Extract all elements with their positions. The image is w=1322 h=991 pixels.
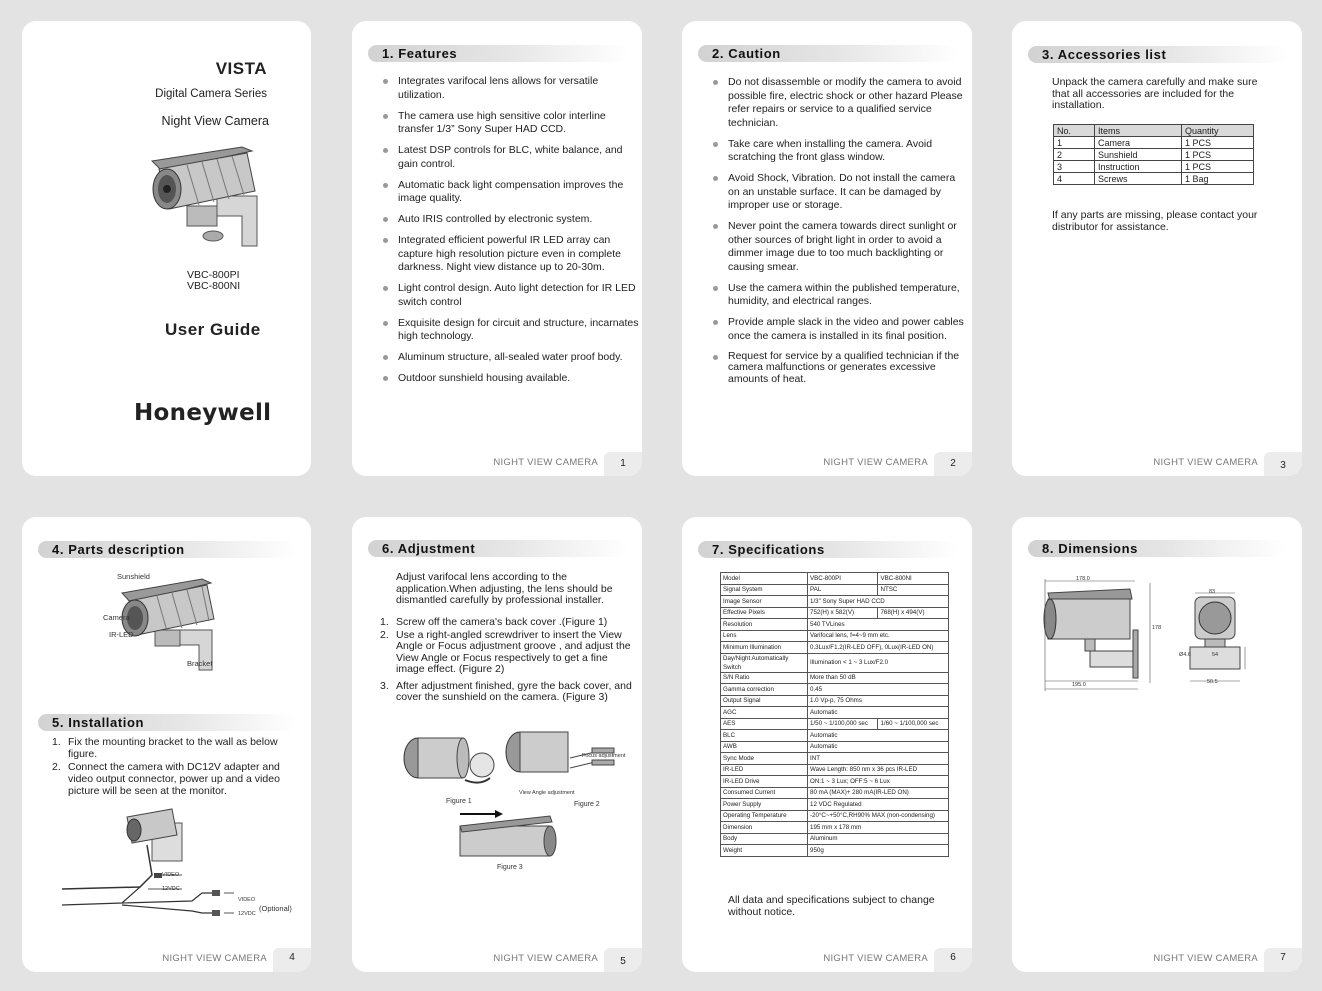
spec-value: 950g	[808, 845, 949, 857]
spec-value: 195 mm x 178 mm	[808, 822, 949, 834]
features-page	[352, 21, 642, 476]
installation-wiring-diagram	[52, 805, 302, 935]
step-text: Connect the camera with DC12V adapter and video output connector, power up and a video picture will be seen at the monitor.	[68, 761, 280, 797]
footer-label: NIGHT VIEW CAMERA	[823, 457, 928, 468]
table-row	[721, 845, 949, 857]
parts-label-bracket: Bracket	[187, 659, 213, 668]
dim-label: 50.5	[1207, 679, 1218, 685]
page-footer	[682, 452, 972, 476]
cover-model2: VBC-800NI	[187, 280, 241, 292]
spec-label: Model	[721, 573, 808, 585]
table-row	[721, 833, 949, 845]
table-row	[721, 822, 949, 834]
features-title: 1. Features	[382, 46, 458, 61]
spec-label: S/N Ratio	[721, 672, 808, 684]
footer-label: NIGHT VIEW CAMERA	[493, 953, 598, 964]
list-item	[380, 681, 635, 704]
dim-label: 195.0	[1072, 682, 1086, 688]
footer-label: NIGHT VIEW CAMERA	[823, 953, 928, 964]
cover-series: Digital Camera Series	[155, 88, 267, 100]
spec-value: 1/3" Sony Super HAD CCD	[808, 596, 949, 608]
section-header	[38, 714, 298, 731]
spec-value: NTSC	[878, 584, 949, 596]
table-row	[721, 684, 949, 696]
spec-label: AES	[721, 718, 808, 730]
dim-label: 178	[1152, 625, 1162, 631]
step-number: 3.	[380, 679, 389, 692]
cover-camera-illustration	[147, 141, 277, 251]
page-footer	[1012, 948, 1302, 972]
list-item: Aluminum structure, all-sealed water proof body.	[382, 351, 640, 365]
figure1-caption: Figure 1	[446, 798, 472, 805]
wire-label-optional: (Optional)	[259, 904, 292, 913]
features-list	[382, 75, 640, 393]
cover-guide: User Guide	[165, 320, 261, 339]
step-text: After adjustment finished, gyre the back cover, and cover the sunshield on the camera. (Figure 3)	[396, 679, 632, 703]
specs-table	[720, 572, 949, 857]
accessories-intro: Unpack the camera carefully and make sure that all accessories are included for the installation.	[1052, 76, 1258, 111]
caution-list	[712, 76, 968, 393]
spec-label: IR-LED	[721, 764, 808, 776]
spec-label: AGC	[721, 707, 808, 719]
table-row	[1054, 161, 1254, 173]
table-row	[721, 776, 949, 788]
accessories-page	[1012, 21, 1302, 476]
table-row	[721, 672, 949, 684]
adjustment-page	[352, 517, 642, 972]
dim-label: 83	[1209, 589, 1216, 595]
parts-installation-page	[22, 517, 311, 972]
list-item	[52, 761, 292, 797]
table-row	[721, 718, 949, 730]
page-number: 5	[604, 948, 642, 972]
table-cell: Instruction	[1095, 161, 1182, 173]
footer-label: NIGHT VIEW CAMERA	[162, 953, 267, 964]
list-item: Automatic back light compensation improves the image quality.	[382, 179, 640, 206]
table-row	[721, 642, 949, 654]
table-row	[721, 764, 949, 776]
spec-label: Power Supply	[721, 799, 808, 811]
page-footer	[352, 948, 642, 972]
cover-page	[22, 21, 311, 476]
specs-title: 7. Specifications	[712, 542, 825, 557]
spec-label: Operating Temperature	[721, 810, 808, 822]
table-row	[721, 707, 949, 719]
parts-label-sunshield: Sunshield	[117, 572, 150, 581]
spec-value: More than 50 dB	[808, 672, 949, 684]
spec-label: Signal System	[721, 584, 808, 596]
spec-value: -20°C~+50°C,RH90% MAX (non-condensing)	[808, 810, 949, 822]
table-row	[1054, 149, 1254, 161]
spec-label: Image Sensor	[721, 596, 808, 608]
table-cell: 1 PCS	[1182, 161, 1254, 173]
spec-value: 540 TVLines	[808, 619, 949, 631]
spec-label: Sync Mode	[721, 753, 808, 765]
page-footer	[1012, 452, 1302, 476]
spec-label: Weight	[721, 845, 808, 857]
spec-value: 0.3Lux/F1.2(IR-LED OFF), 0Lux(IR-LED ON)	[808, 642, 949, 654]
table-row	[721, 619, 949, 631]
table-row	[721, 630, 949, 642]
accessories-table	[1053, 124, 1254, 185]
table-header: Quantity	[1182, 125, 1254, 137]
label-view-angle: View Angle adjustment	[519, 790, 575, 796]
list-item: Outdoor sunshield housing available.	[382, 372, 640, 386]
page-number: 7	[1264, 948, 1302, 972]
list-item: Auto IRIS controlled by electronic system.	[382, 213, 640, 227]
step-number: 2.	[52, 761, 61, 773]
spec-label: Consumed Current	[721, 787, 808, 799]
spec-value: PAL	[808, 584, 878, 596]
spec-value: 1/50 ~ 1/100,000 sec	[808, 718, 878, 730]
figure2-caption: Figure 2	[574, 801, 600, 808]
parts-label-camera: Camera	[103, 613, 130, 622]
spec-label: BLC	[721, 730, 808, 742]
list-item	[52, 736, 292, 760]
spec-value: Varifocal lens, f=4~9 mm etc.	[808, 630, 949, 642]
accessories-title: 3. Accessories list	[1042, 47, 1167, 62]
table-row	[721, 799, 949, 811]
list-item: Integrated efficient powerful IR LED array can capture high resolution picture even in complete darkness. Night view distance up to 20-30m.	[382, 234, 640, 275]
spec-value: 1/60 ~ 1/100,000 sec	[878, 718, 949, 730]
list-item: Use the camera within the published temperature, humidity, and electrical ranges.	[712, 282, 968, 309]
spec-value: Aluminum	[808, 833, 949, 845]
spec-value: VBC-800NI	[878, 573, 949, 585]
dim-label: 54	[1212, 652, 1219, 658]
table-row	[721, 787, 949, 799]
table-header: No.	[1054, 125, 1095, 137]
table-row	[721, 584, 949, 596]
list-item: Exquisite design for circuit and structure, incarnates high technology.	[382, 317, 640, 344]
table-row	[721, 741, 949, 753]
list-item	[380, 630, 635, 676]
list-item: Request for service by a qualified technician if the camera malfunctions or generates excessive amounts of heat.	[712, 351, 968, 386]
list-item	[380, 617, 635, 629]
spec-value: 80 mA (MAX)+ 280 mA(IR-LED ON)	[808, 787, 949, 799]
table-row	[721, 810, 949, 822]
spec-label: Day/Night Automatically Switch	[721, 653, 808, 672]
spec-label: Effective Pixels	[721, 607, 808, 619]
adjustment-intro: Adjust varifocal lens according to the application.When adjusting, the lens should be dismantled carefully by professional installer.	[396, 571, 613, 606]
spec-label: Minimum Illumination	[721, 642, 808, 654]
parts-label-irled: IR-LED	[109, 630, 134, 639]
list-item: Integrates varifocal lens allows for versatile utilization.	[382, 75, 640, 102]
spec-value: 768(H) x 494(V)	[878, 607, 949, 619]
spec-value: INT	[808, 753, 949, 765]
step-text: Fix the mounting bracket to the wall as below figure.	[68, 736, 278, 760]
cover-model1: VBC-800PI	[187, 269, 240, 281]
wire-label-video: VIDEO	[162, 872, 180, 878]
table-cell: 1 Bag	[1182, 173, 1254, 185]
table-cell: 1 PCS	[1182, 137, 1254, 149]
spec-label: IR-LED Drive	[721, 776, 808, 788]
table-row	[721, 607, 949, 619]
adjustment-steps	[380, 617, 635, 705]
specs-note: All data and specifications subject to change without notice.	[728, 894, 935, 918]
list-item: Provide ample slack in the video and power cables once the camera is installed in its final position.	[712, 316, 968, 343]
table-cell: Screws	[1095, 173, 1182, 185]
spec-value: 1.0 Vp-p, 75 Ohms	[808, 695, 949, 707]
dimensions-drawing	[1040, 575, 1270, 695]
step-text: Screw off the camera's back cover .(Figure 1)	[396, 616, 608, 628]
step-number: 1.	[52, 736, 61, 748]
step-text: Use a right-angled screwdriver to insert the View Angle or Focus adjustment groove , and adjust the View Angle or Focus respectively to get a fine image effect. (Figure 2)	[396, 628, 631, 675]
table-header: Items	[1095, 125, 1182, 137]
section-header	[1028, 46, 1288, 63]
caution-title: 2. Caution	[712, 46, 781, 61]
spec-label: AWB	[721, 741, 808, 753]
spec-value: Automatic	[808, 741, 949, 753]
cover-product: Night View Camera	[161, 114, 269, 128]
table-header-row	[1054, 125, 1254, 137]
specs-page	[682, 517, 972, 972]
cover-brand: VISTA	[215, 59, 267, 78]
figure3-caption: Figure 3	[497, 864, 523, 871]
spec-value: 12 VDC Regulated	[808, 799, 949, 811]
cover-maker: Honeywell	[134, 400, 272, 426]
spec-label: Dimension	[721, 822, 808, 834]
table-row	[721, 573, 949, 585]
list-item: Take care when installing the camera. Avoid scratching the front glass window.	[712, 138, 968, 165]
table-cell: 1	[1054, 137, 1095, 149]
list-item: Latest DSP controls for BLC, white balance, and gain control.	[382, 144, 640, 171]
dim-label: Ø4.6	[1179, 652, 1191, 658]
dimensions-title: 8. Dimensions	[1042, 541, 1138, 556]
table-cell: Camera	[1095, 137, 1182, 149]
parts-camera-illustration	[117, 575, 247, 675]
spec-label: Lens	[721, 630, 808, 642]
spec-value: 0.45	[808, 684, 949, 696]
wire-label-dc: 12VDC	[162, 886, 180, 892]
table-cell: 3	[1054, 161, 1095, 173]
spec-label: Output Signal	[721, 695, 808, 707]
section-header	[698, 541, 958, 558]
adjustment-figures	[400, 730, 630, 870]
section-header	[368, 45, 628, 62]
spec-label: Body	[721, 833, 808, 845]
spec-value: VBC-800PI	[808, 573, 878, 585]
spec-label: Gamma correction	[721, 684, 808, 696]
table-row	[721, 753, 949, 765]
label-focus-adjustment: Focus adjustment	[582, 753, 626, 759]
table-cell: 2	[1054, 149, 1095, 161]
page-number: 2	[934, 452, 972, 476]
list-item: Do not disassemble or modify the camera to avoid possible fire, electric shock or other hazard Please refer repairs or service to a qualified service technician.	[712, 76, 968, 130]
installation-steps	[52, 736, 292, 798]
step-number: 2.	[380, 628, 389, 641]
section-header	[1028, 540, 1288, 557]
page-footer	[352, 452, 642, 476]
table-row	[1054, 137, 1254, 149]
spec-value: 752(H) x 582(V)	[808, 607, 878, 619]
table-row	[721, 596, 949, 608]
spec-value: Automatic	[808, 707, 949, 719]
accessories-outro: If any parts are missing, please contact your distributor for assistance.	[1052, 209, 1258, 233]
list-item: The camera use high sensitive color interline transfer 1/3” Sony Super HAD CCD.	[382, 110, 640, 137]
spec-value: Wave Length: 850 nm x 36 pcs IR-LED	[808, 764, 949, 776]
page-footer	[22, 948, 311, 972]
section-header	[698, 45, 958, 62]
table-cell: Sunshield	[1095, 149, 1182, 161]
table-row	[721, 730, 949, 742]
table-row	[721, 653, 949, 672]
table-row	[1054, 173, 1254, 185]
spec-value: Automatic	[808, 730, 949, 742]
page-number: 4	[273, 948, 311, 972]
page-number: 1	[604, 452, 642, 476]
list-item: Light control design. Auto light detection for IR LED switch control	[382, 282, 640, 309]
table-cell: 4	[1054, 173, 1095, 185]
list-item: Never point the camera towards direct sunlight or other sources of bright light in order to avoid a dimmer image due to too much backlighting or causing smear.	[712, 220, 968, 274]
table-row	[721, 695, 949, 707]
section-header	[38, 541, 298, 558]
page-footer	[682, 948, 972, 972]
wire-label-dc2: 12VDC	[238, 911, 256, 917]
footer-label: NIGHT VIEW CAMERA	[1153, 953, 1258, 964]
dim-label: 178.0	[1076, 576, 1090, 582]
dimensions-page	[1012, 517, 1302, 972]
table-cell: 1 PCS	[1182, 149, 1254, 161]
spec-value: ON:1 ~ 3 Lux; OFF:5 ~ 6 Lux	[808, 776, 949, 788]
installation-title: 5. Installation	[52, 715, 145, 730]
step-number: 1.	[380, 616, 389, 628]
footer-label: NIGHT VIEW CAMERA	[493, 457, 598, 468]
adjustment-title: 6. Adjustment	[382, 541, 476, 556]
parts-title: 4. Parts description	[52, 542, 185, 557]
page-number: 6	[934, 948, 972, 972]
footer-label: NIGHT VIEW CAMERA	[1153, 457, 1258, 468]
spec-value: Illumination < 1 ~ 3 Lux/F2.0	[808, 653, 949, 672]
page-number: 3	[1264, 452, 1302, 476]
list-item: Avoid Shock, Vibration. Do not install the camera on an unstable surface. It can be damaged by improper use or storage.	[712, 172, 968, 213]
section-header	[368, 540, 628, 557]
spec-label: Resolution	[721, 619, 808, 631]
caution-page	[682, 21, 972, 476]
wire-label-video2: VIDEO	[238, 897, 256, 903]
